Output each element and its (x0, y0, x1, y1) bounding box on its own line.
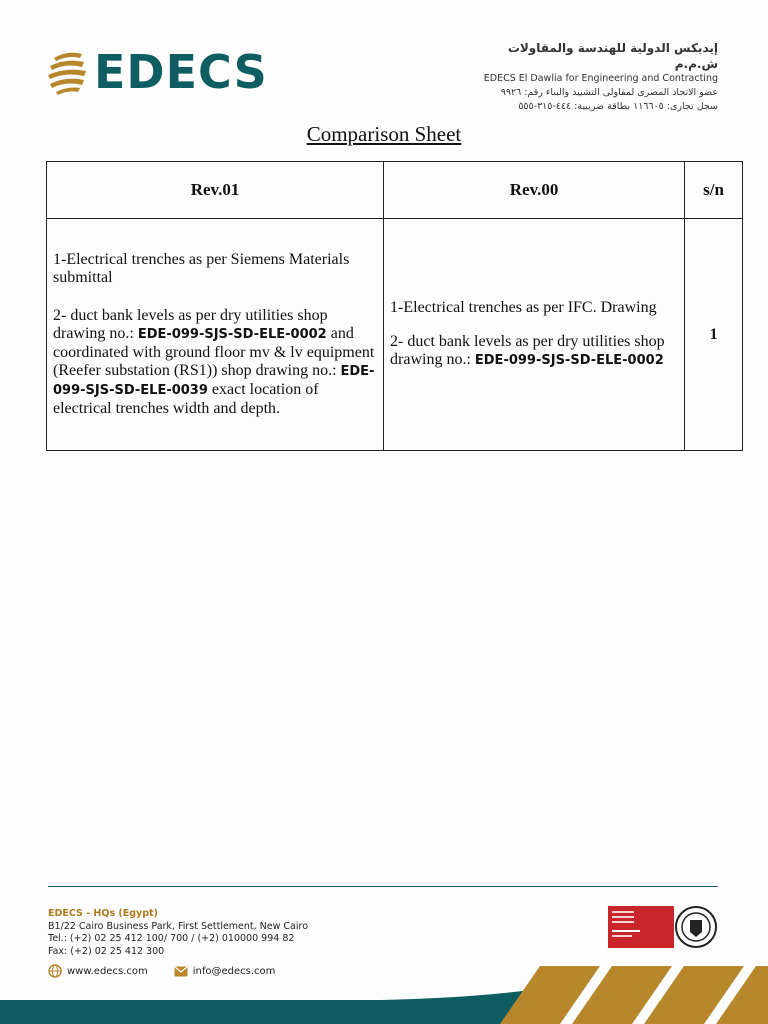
bureau-veritas-certificate (608, 906, 718, 950)
logo-text: EDECS (94, 45, 268, 99)
letterhead (0, 0, 768, 110)
table-row (47, 219, 743, 451)
header-sn: s/n (685, 162, 743, 219)
company-details (478, 40, 718, 114)
rev01-item-2: 2- duct bank levels as per dry utilities shop drawing no.: EDE-099-SJS-SD-ELE-0002 and coordinated with ground floor mv & lv equipment (Reefer substation (RS1)) shop drawing no.: EDE-099-SJS-SD-ELE-0039 exact location of electrical trenches width and depth. (53, 307, 375, 417)
rev01-cell (47, 219, 384, 451)
rev00-item-1: 1-Electrical trenches as per IFC. Drawing (390, 299, 657, 316)
drawing-code: EDE-099-SJS-SD-ELE-0002 (474, 353, 664, 368)
footer-band (0, 962, 768, 1024)
hq-label: EDECS - HQs (Egypt) (48, 908, 158, 919)
drawing-code: EDE-099-SJS-SD-ELE-0002 (137, 327, 327, 342)
serial-number: 1 (685, 219, 743, 451)
registration-arabic: سجل تجارى: ١١٦٦٠٥ بطاقة ضريبية: ٤٤٤-٣١٥-٥٥٥ (518, 101, 718, 112)
company-name-english: EDECS El Dawlia for Engineering and Contracting (483, 73, 718, 84)
header-rev00: Rev.00 (384, 162, 685, 219)
rev00-cell (384, 219, 685, 451)
comparison-table (46, 161, 743, 451)
rev00-item-2: 2- duct bank levels as per dry utilities shop drawing no.: EDE-099-SJS-SD-ELE-0002 (390, 333, 665, 368)
membership-arabic: عضو الاتحاد المصرى لمقاولى التشييد والبناء رقم: ٩٩٢٦ (500, 87, 718, 98)
footer-divider (48, 886, 718, 887)
edecs-logo (46, 44, 276, 100)
page-title: Comparison Sheet (306, 122, 462, 146)
drawing-code: EDE-099-SJS-SD-ELE-0039 (53, 364, 375, 398)
tel-line: Tel.: (+2) 02 25 412 100/ 700 / (+2) 010000 994 82 (48, 933, 295, 944)
header-rev01: Rev.01 (47, 162, 384, 219)
address-line: B1/22 Cairo Business Park, First Settlement, New Cairo (48, 920, 309, 932)
email-text: info@edecs.com (192, 965, 276, 977)
website-text: www.edecs.com (67, 965, 148, 977)
rev01-item-1: 1-Electrical trenches as per Siemens Materials submittal (53, 251, 350, 286)
edecs-logo-icon (46, 48, 88, 96)
fax-line: Fax: (+2) 02 25 412 300 (48, 945, 165, 957)
footer-address (48, 908, 308, 958)
company-name-arabic: إيديكس الدولية للهندسة والمقاولات ش.م.م (507, 41, 718, 71)
table-header-row (47, 162, 743, 219)
